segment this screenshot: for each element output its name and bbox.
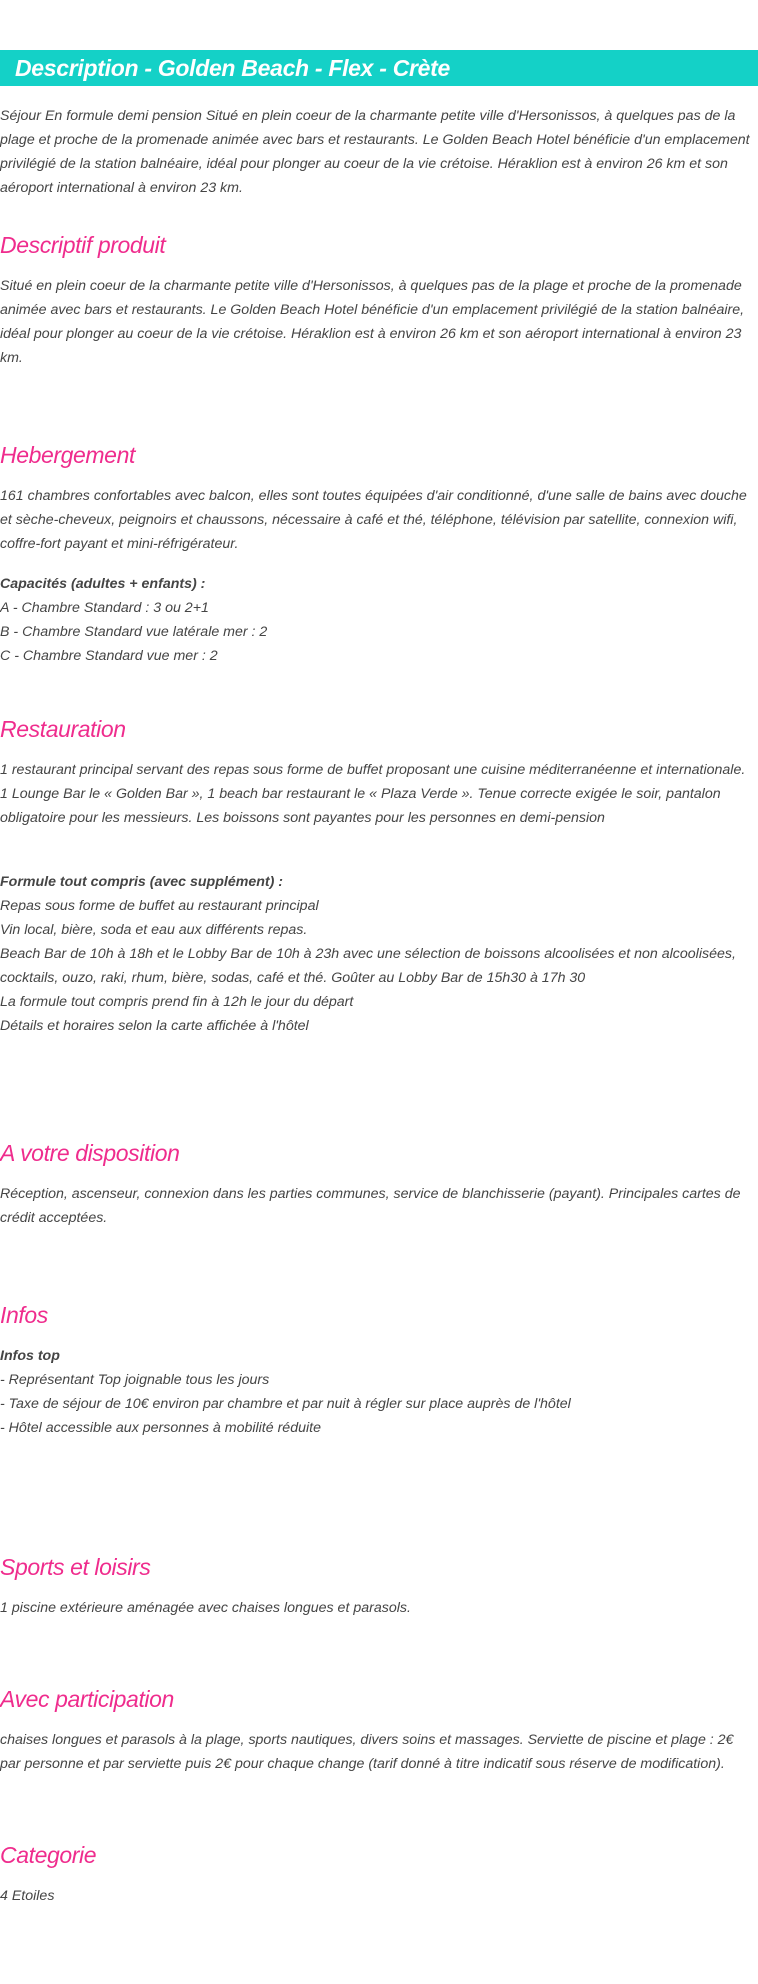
infos-line: - Hôtel accessible aux personnes à mobilité réduite (0, 1420, 321, 1436)
formula-block (0, 870, 758, 1038)
restauration-heading: Restauration (0, 716, 126, 742)
disposition-text: Réception, ascenseur, connexion dans les parties communes, service de blanchisserie (payant). Principales cartes de crédit acceptées. (0, 1186, 741, 1226)
hebergement-heading: Hebergement (0, 442, 135, 468)
infos-heading: Infos (0, 1302, 48, 1328)
formula-line: La formule tout compris prend fin à 12h le jour du départ (0, 994, 354, 1010)
sports-heading: Sports et loisirs (0, 1554, 151, 1580)
formula-line: Beach Bar de 10h à 18h et le Lobby Bar de 10h à 23h avec une sélection de boissons alcoolisées et non alcoolisées, cocktails, ouzo, raki, rhum, bière, sodas, café et thé. Goûter au Lobby Bar de 15h30 à 17h 30 (0, 946, 736, 986)
infos-line: - Représentant Top joignable tous les jours (0, 1372, 270, 1388)
restauration-text: 1 restaurant principal servant des repas sous forme de buffet proposant une cuisine méditerranéenne et internationale. 1 Lounge Bar le « Golden Bar », 1 beach bar restaurant le « Plaza Verde ». Tenue correcte exigée le soir, pantalon obligatoire pour les messieurs. Les boissons sont payantes pour les personnes en demi-pension (0, 762, 746, 826)
room-type-c: C - Chambre Standard vue mer : 2 (0, 648, 218, 664)
formula-line: Détails et horaires selon la carte affichée à l'hôtel (0, 1018, 309, 1034)
capacity-block (0, 572, 758, 668)
formula-line: Vin local, bière, soda et eau aux différents repas. (0, 922, 308, 938)
formula-line: Repas sous forme de buffet au restaurant principal (0, 898, 319, 914)
hebergement-text: 161 chambres confortables avec balcon, elles sont toutes équipées d'air conditionné, d'une salle de bains avec douche et sèche-cheveux, peignoirs et chaussons, nécessaire à café et thé, téléphone, télévision par satellite, connexion wifi, coffre-fort payant et mini-réfrigérateur. (0, 488, 747, 552)
infos-block (0, 1344, 758, 1440)
formula-label: Formule tout compris (avec supplément) : (0, 874, 284, 890)
descriptif-text: Situé en plein coeur de la charmante petite ville d'Hersonissos, à quelques pas de la plage et proche de la promenade animée avec bars et restaurants. Le Golden Beach Hotel bénéficie d'un emplacement privilégié de la station balnéaire, idéal pour plonger au coeur de la vie crétoise. Héraklion est à environ 26 km et son aéroport international à environ 23 km. (0, 278, 745, 366)
categorie-heading: Categorie (0, 1842, 97, 1868)
categorie-text: 4 Etoiles (0, 1888, 55, 1904)
description-banner: Description - Golden Beach - Flex - Crète (0, 50, 758, 86)
intro-text: Séjour En formule demi pension Situé en plein coeur de la charmante petite ville d'Hersonissos, à quelques pas de la plage et proche de la promenade animée avec bars et restaurants. Le Golden Beach Hotel bénéficie d'un emplacement privilégié de la station balnéaire, idéal pour plonger au coeur de la vie crétoise. Héraklion est à environ 26 km et son aéroport international à environ 23 km. (0, 108, 750, 196)
participation-heading: Avec participation (0, 1686, 174, 1712)
infos-line: - Taxe de séjour de 10€ environ par chambre et par nuit à régler sur place auprès de l'hôtel (0, 1396, 571, 1412)
product-description-page (0, 50, 758, 1908)
descriptif-heading: Descriptif produit (0, 232, 166, 258)
disposition-heading: A votre disposition (0, 1140, 180, 1166)
participation-text: chaises longues et parasols à la plage, sports nautiques, divers soins et massages. Serviette de piscine et plage : 2€ par personne et par serviette puis 2€ pour chaque change (tarif donné à titre indicatif sous réserve de modification). (0, 1732, 734, 1772)
sports-text: 1 piscine extérieure aménagée avec chaises longues et parasols. (0, 1600, 411, 1616)
room-type-a: A - Chambre Standard : 3 ou 2+1 (0, 600, 209, 616)
capacity-label: Capacités (adultes + enfants) : (0, 576, 206, 592)
infos-label: Infos top (0, 1348, 60, 1364)
room-type-b: B - Chambre Standard vue latérale mer : 2 (0, 624, 268, 640)
